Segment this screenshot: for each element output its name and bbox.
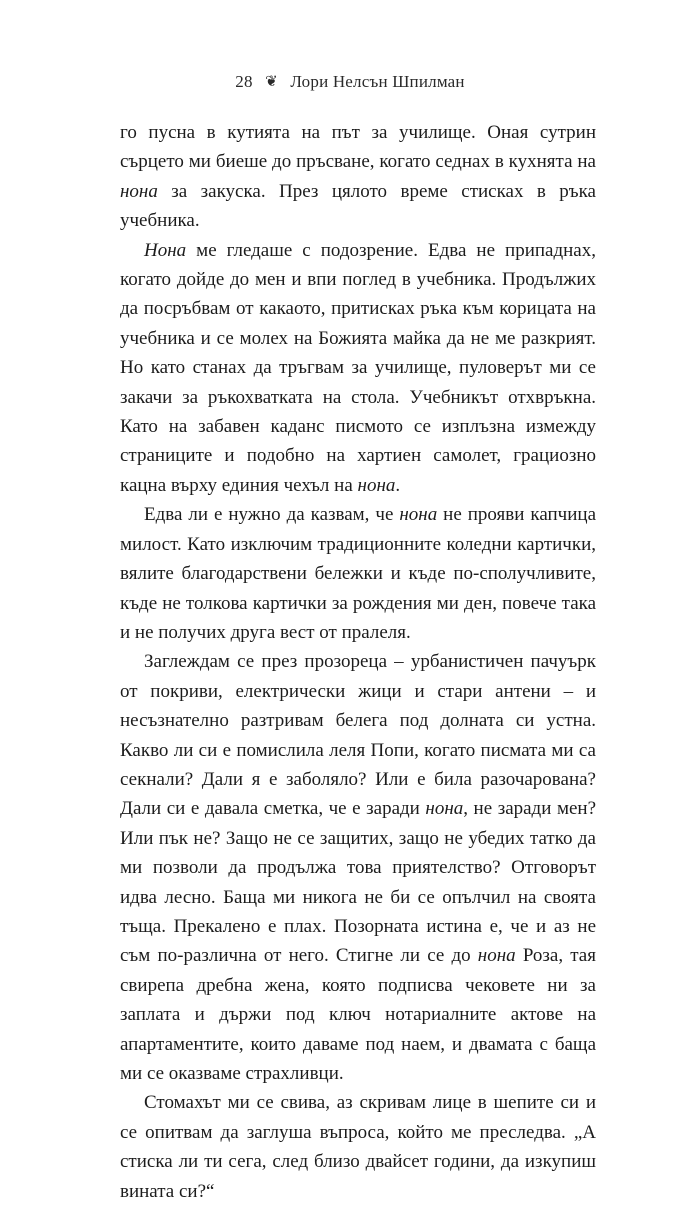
paragraph — [120, 1088, 596, 1206]
text-run: Стомахът ми се свива, аз скривам лице в шепите си и се опитвам да заглуша въпроса, който ме преследва. „А стиска ли ти сега, след близо двайсет години, да изкупиш вината си?“ — [120, 1092, 596, 1202]
text-run: . — [395, 474, 401, 496]
paragraph — [120, 500, 596, 647]
text-run: Заглеждам се през прозореца – урбанистичен пачуърк от покриви, електрически жици и стари антени – и несъзнателно разтривам белега под долната си устна. Какво ли си е помислила леля Попи, когато писмата ми са секнали? Дали я е заболяло? Или е била разочарована? Дали си е давала сметка, че е заради — [120, 651, 596, 820]
italic-word: нона — [399, 504, 438, 526]
italic-word: нона — [425, 798, 464, 820]
body-text — [120, 118, 596, 1206]
text-run: Едва ли е нужно да казвам, че — [144, 504, 400, 526]
fleuron-icon: ❦ — [265, 74, 278, 90]
italic-word: нона — [477, 945, 516, 967]
italic-word: нона — [357, 474, 396, 496]
paragraph — [120, 236, 596, 501]
running-head — [0, 72, 700, 92]
text-run: не прояви капчица милост. Като изключим традиционните коледни картички, вялите благодарствени бележки и къде по-сполучливите, къде не толкова картички за рождения ми ден, повече така и не получих друга вест от пралеля. — [120, 504, 597, 643]
page-number: 28 — [235, 72, 253, 91]
text-run: го пусна в кутията на път за училище. Онaя сутрин сърцето ми биеше до пръсване, когато седнах в кухнята на — [120, 122, 596, 173]
text-run: Роза, тая свирепа дребна жена, която подписва чековете ни за заплата и държи под ключ нотариалните актове на апартаментите, които даваме под наем, и двамата с баща ми се оказваме страхливци. — [120, 945, 596, 1084]
author-name: Лори Нелсън Шпилман — [290, 72, 465, 91]
italic-word: нона — [120, 180, 158, 202]
text-run: за закуска. През цялото време стисках в ръка учебника. — [120, 180, 596, 232]
paragraph — [120, 118, 596, 236]
text-run: ме гледаше с подозрение. Едва не припаднах, когато дойде до мен и впи поглед в учебника. Продължих да посръбвам от какаото, притисках ръка към корицата на учебника и се молех на Божията майка да не ме разкрият. Но като станах да тръгвам за училище, пуловерът ми се закачи за ръкохватката на стола. Учебникът отхвръкна. Като на забавен каданс писмото се изплъзна измежду страниците и подобно на хартиен самолет, грациозно кацна върху единия чехъл на — [120, 239, 596, 496]
text-run: , не заради мен? Или пък не? Защо не се защитих, защо не убедих татко да ми позволи да продължа това приятелство? Отговорът идва лесно. Баща ми никога не би се опълчил на своята тъща. Прекалено е плах. Позорната истина е, че и аз не съм по-различна от него. Стигне ли се до — [120, 798, 596, 967]
paragraph — [120, 647, 596, 1088]
italic-word: Нона — [144, 239, 187, 261]
